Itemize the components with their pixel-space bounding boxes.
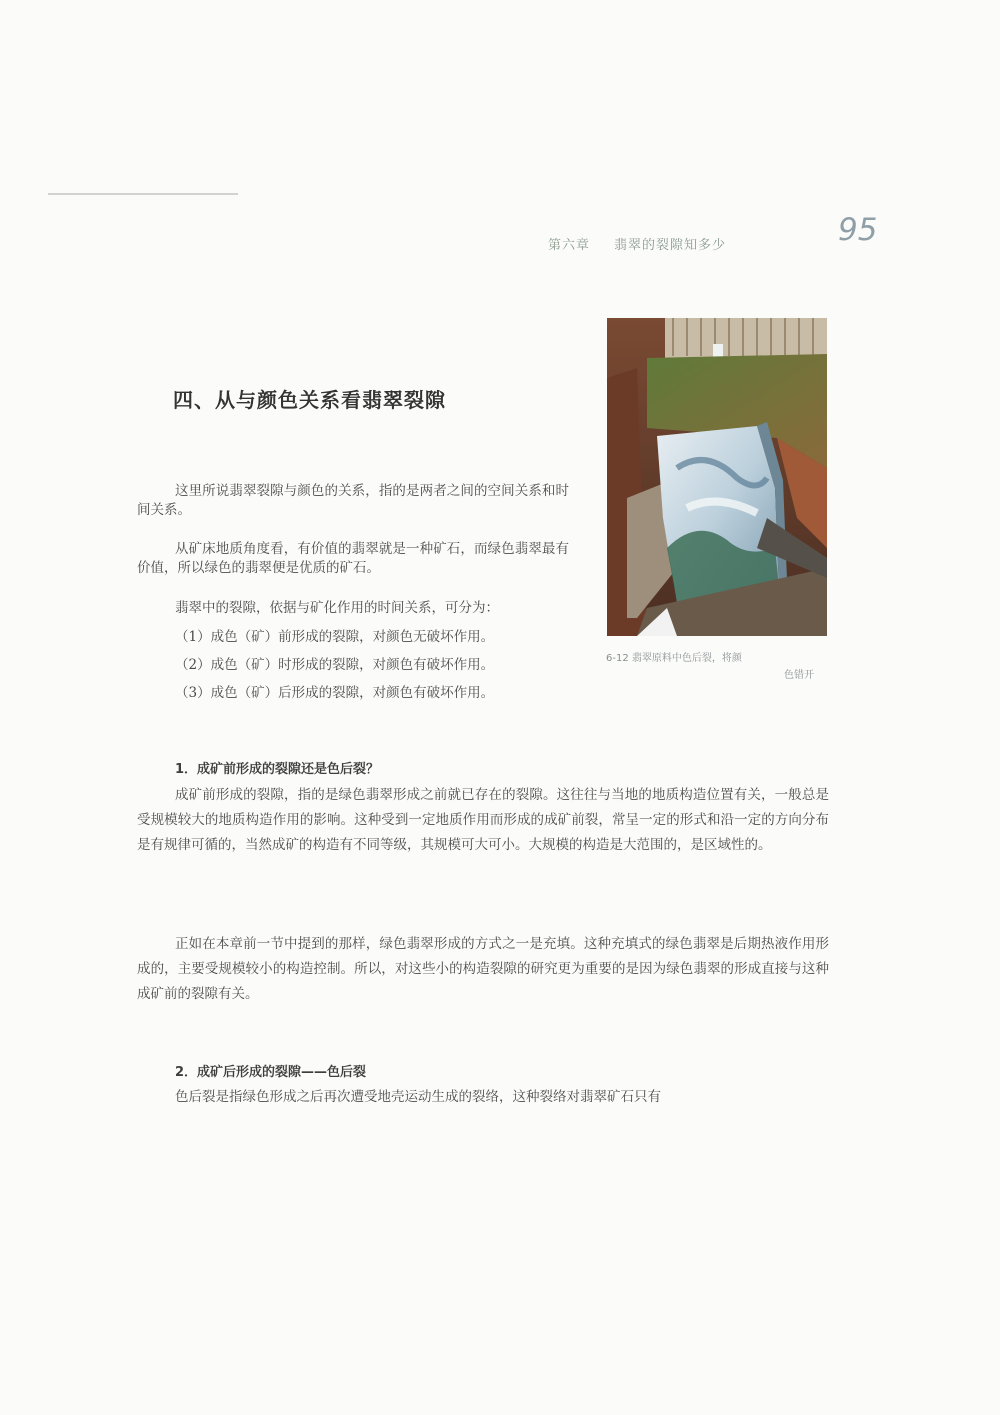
list-item: （1）成色（矿）前形成的裂隙，对颜色无破坏作用。 (175, 629, 495, 645)
chapter-label: 第六章 (548, 238, 591, 253)
chapter-title: 翡翠的裂隙知多少 (614, 238, 727, 253)
figure-caption (606, 650, 816, 684)
body-paragraph-1: 成矿前形成的裂隙，指的是绿色翡翠形成之前就已存在的裂隙。这往往与当地的地质构造位置有关，一般总是受规模较大的地质构造作用的影响。这种受到一定地质作用而形成的成矿前裂，常呈一定的形式和沿一定的方向分布是有规律可循的，当然成矿的构造有不同等级，其规模可大可小。大规模的构造是大范围的，是区域性的。 (137, 787, 829, 853)
page-number: 95 (838, 212, 878, 248)
list-item: （2）成色（矿）时形成的裂隙，对颜色有破坏作用。 (175, 657, 495, 673)
section-title: 四、从与颜色关系看翡翠裂隙 (173, 388, 446, 412)
body-paragraph-3: 色后裂是指绿色形成之后再次遭受地壳运动生成的裂络，这种裂络对翡翠矿石只有 (175, 1089, 661, 1105)
intro-paragraph-1: 这里所说翡翠裂隙与颜色的关系，指的是两者之间的空间关系和时间关系。 (137, 483, 569, 518)
intro-paragraph-2: 从矿床地质角度看，有价值的翡翠就是一种矿石，而绿色翡翠最有价值，所以绿色的翡翠便是优质的矿石。 (137, 541, 569, 576)
subsection-heading-1: 1．成矿前形成的裂隙还是色后裂？ (175, 762, 380, 777)
subsection-heading-2: 2．成矿后形成的裂隙——色后裂 (175, 1065, 367, 1080)
intro-paragraph-3: 翡翠中的裂隙，依据与矿化作用的时间关系，可分为： (175, 600, 499, 616)
caption-line-1: 6-12 翡翠原料中色后裂，将颜 (606, 653, 742, 664)
top-rule (48, 193, 238, 195)
running-head (548, 234, 726, 253)
jade-photo (607, 318, 827, 636)
list-item: （3）成色（矿）后形成的裂隙，对颜色有破坏作用。 (175, 685, 495, 701)
caption-line-2: 色错开 (784, 670, 814, 681)
body-paragraph-2: 正如在本章前一节中提到的那样，绿色翡翠形成的方式之一是充填。这种充填式的绿色翡翠是后期热液作用形成的，主要受规模较小的构造控制。所以，对这些小的构造裂隙的研究更为重要的是因为绿色翡翠的形成直接与这种成矿前的裂隙有关。 (137, 936, 829, 1002)
